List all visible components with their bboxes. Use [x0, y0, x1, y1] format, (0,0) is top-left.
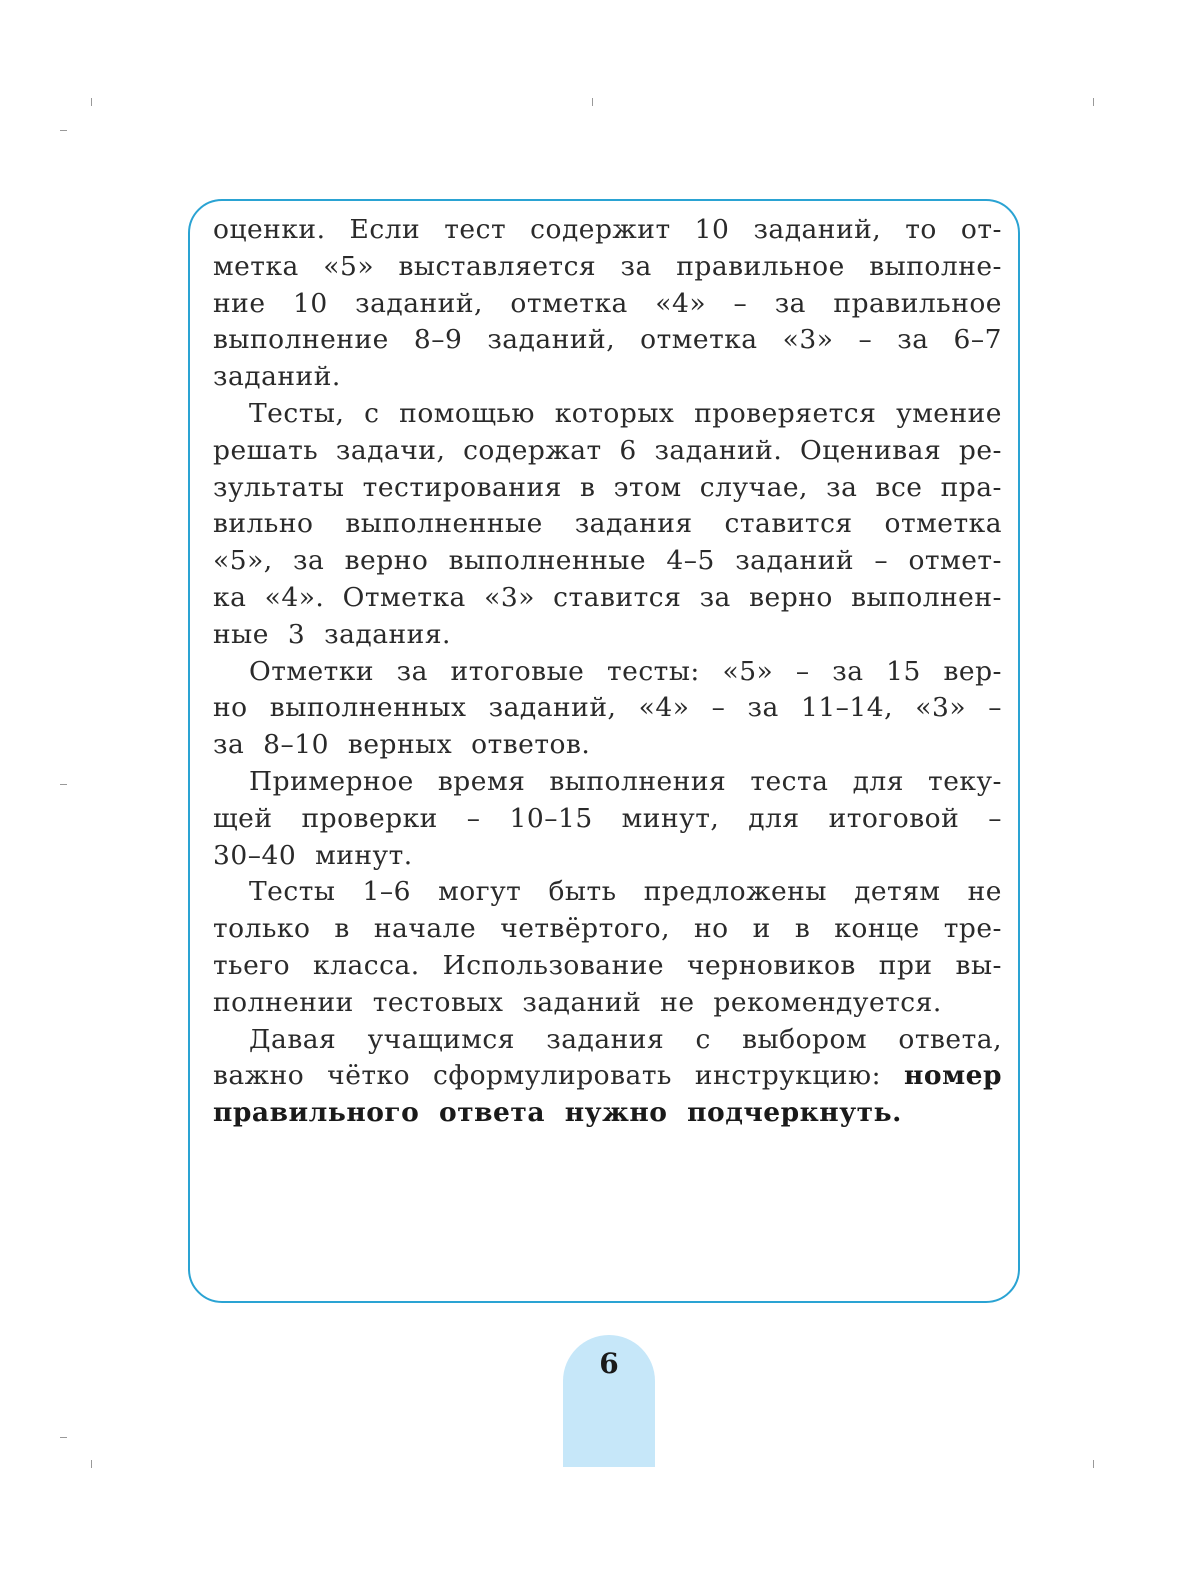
crop-mark — [91, 1460, 92, 1468]
text-line: за 8–10 верных ответов. — [213, 729, 591, 761]
paragraph — [213, 874, 1002, 1021]
text-line — [213, 1058, 1002, 1095]
bold-text: номер — [904, 1060, 1002, 1092]
text-line: Отметки за итоговые тесты: «5» – за 15 вер- — [249, 655, 1002, 687]
text-line: 30–40 минут. — [213, 839, 413, 871]
text-line: Тесты, с помощью которых проверяется умение — [249, 397, 1002, 429]
text-line: метка «5» выставляется за правильное выполне- — [213, 250, 1002, 282]
text-line: Давая учащимся задания с выбором ответа, — [249, 1023, 1002, 1055]
paragraph — [213, 396, 1002, 654]
paragraph — [213, 212, 1002, 396]
text-line: ка «4». Отметка «3» ставится за верно выполнен- — [213, 581, 1002, 613]
crop-mark — [60, 1437, 67, 1438]
text-line: решать задачи, содержат 6 заданий. Оценивая ре- — [213, 434, 1002, 466]
crop-mark — [91, 98, 92, 106]
text-line: полнении тестовых заданий не рекомендуется. — [213, 986, 942, 1018]
text-line: ние 10 заданий, отметка «4» – за правильное — [213, 287, 1002, 319]
text-line: Тесты 1–6 могут быть предложены детям не — [249, 876, 1002, 908]
text-line: «5», за верно выполненные 4–5 заданий – отмет- — [213, 545, 1002, 577]
page-number-tab — [563, 1335, 655, 1467]
paragraph — [213, 654, 1002, 764]
body-text — [213, 212, 1002, 1132]
text-line: Примерное время выполнения теста для теку- — [249, 765, 1002, 797]
text-line: но выполненных заданий, «4» – за 11–14, «3» – — [213, 692, 1002, 724]
crop-mark — [1093, 98, 1094, 106]
text-line: только в начале четвёртого, но и в конце тре- — [213, 913, 1002, 945]
text-line — [213, 1095, 1002, 1132]
text-line: выполнение 8–9 заданий, отметка «3» – за 6–7 — [213, 324, 1002, 356]
text-line: ные 3 задания. — [213, 618, 451, 650]
page-number: 6 — [599, 1347, 619, 1380]
text-line: щей проверки – 10–15 минут, для итоговой – — [213, 802, 1002, 834]
crop-mark — [1093, 1460, 1094, 1468]
text-line: вильно выполненные задания ставится отметка — [213, 508, 1002, 540]
text-line: зультаты тестирования в этом случае, за все пра- — [213, 471, 1002, 503]
crop-mark — [60, 130, 67, 131]
crop-mark — [60, 784, 67, 785]
text-line: оценки. Если тест содержит 10 заданий, то от- — [213, 214, 1002, 245]
text-line: заданий. — [213, 361, 341, 393]
text-line: тьего класса. Использование черновиков при вы- — [213, 949, 1002, 981]
text-segment: важно чётко сформулировать инструкцию: — [213, 1060, 882, 1092]
paragraph — [213, 764, 1002, 874]
paragraph — [213, 1022, 1002, 1132]
crop-mark — [592, 98, 593, 106]
bold-text: правильного ответа нужно подчеркнуть. — [213, 1097, 902, 1129]
